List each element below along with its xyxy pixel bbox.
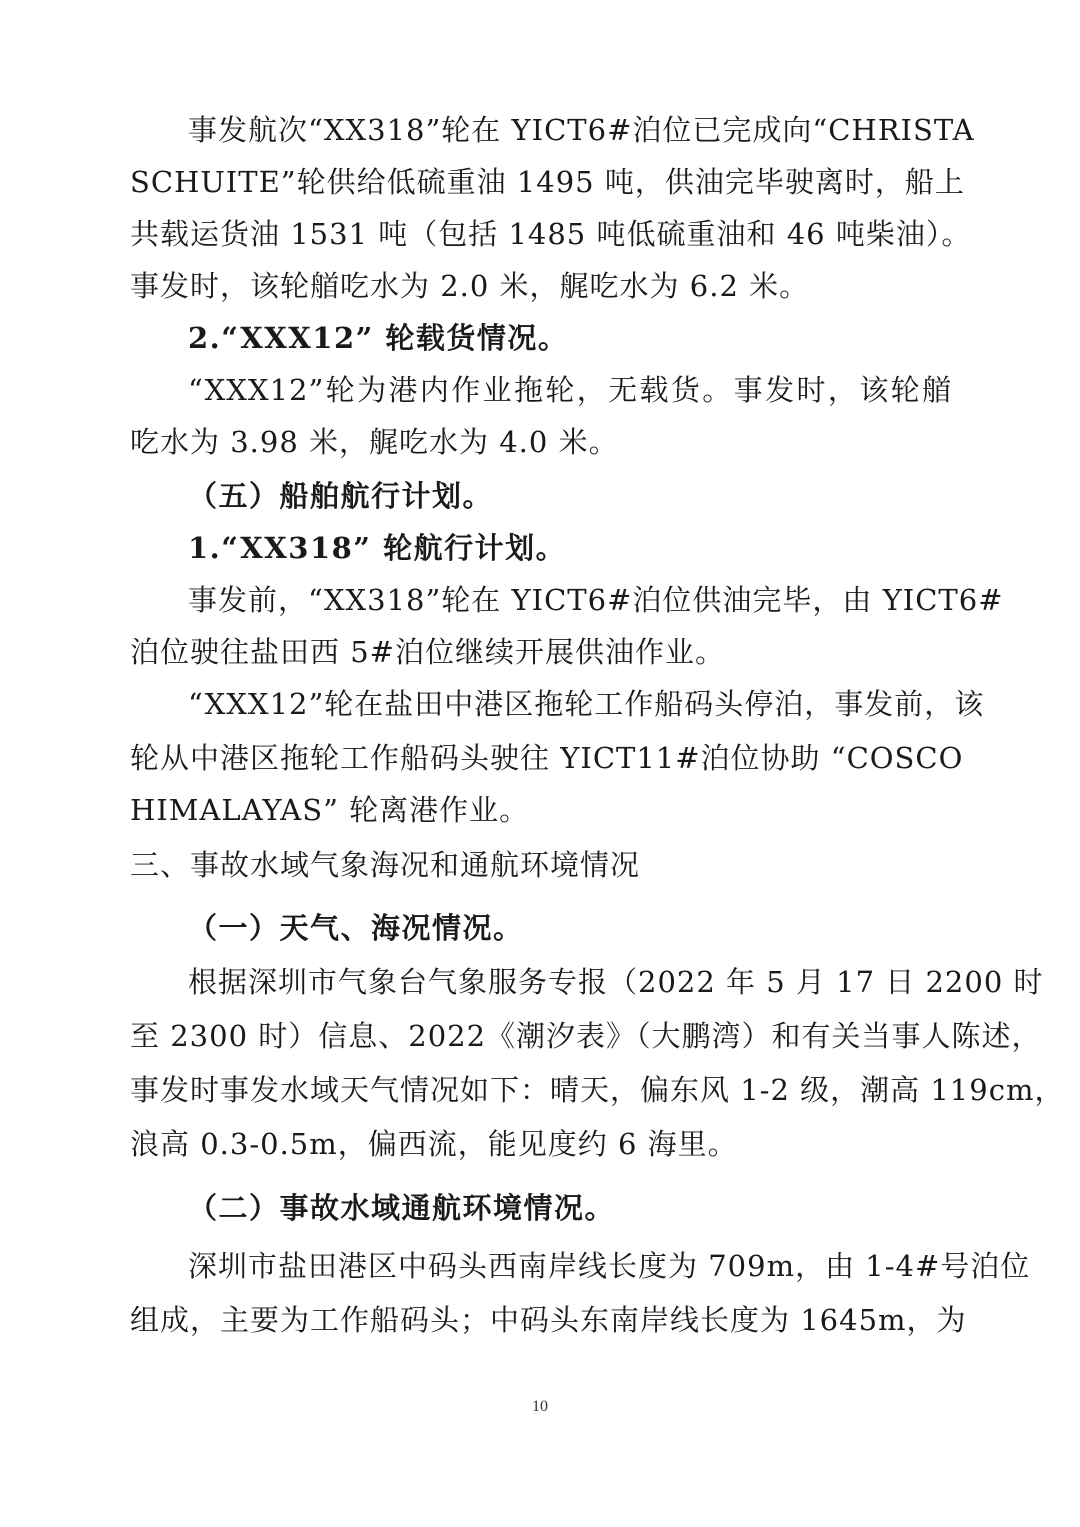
body-line: SCHUITE”轮供给低硫重油 1495 吨，供油完毕驶离时，船上 [130,165,965,199]
body-line: 事发时，该轮艏吃水为 2.0 米，艉吃水为 6.2 米。 [130,269,810,303]
body-line: 至 2300 时）信息、2022《潮汐表》（大鹏湾）和有关当事人陈述， [130,1019,1042,1053]
body-line: “XXX12”轮在盐田中港区拖轮工作船码头停泊，事发前，该 [188,687,985,721]
body-line: 轮从中港区拖轮工作船码头驶往 YICT11#泊位协助 “COSCO [130,741,964,775]
body-line: “XXX12”轮为港内作业拖轮，无载货。事发时，该轮艏 [188,373,952,407]
page-number: 10 [532,1398,548,1415]
body-line: 浪高 0.3-0.5m，偏西流，能见度约 6 海里。 [130,1127,738,1161]
chapter-heading: 三、事故水域气象海况和通航环境情况 [130,848,641,882]
section-heading: （二）事故水域通航环境情况。 [188,1191,616,1225]
body-line: 事发航次“XX318”轮在 YICT6#泊位已完成向“CHRISTA [188,113,975,147]
body-line: 事发时事发水域天气情况如下：晴天，偏东风 1-2 级，潮高 119cm， [130,1073,1065,1107]
body-line: 深圳市盐田港区中码头西南岸线长度为 709m，由 1-4#号泊位 [188,1249,1031,1283]
body-line: 吃水为 3.98 米，艉吃水为 4.0 米。 [130,425,619,459]
body-line: 组成，主要为工作船码头；中码头东南岸线长度为 1645m，为 [130,1303,967,1337]
section-heading: （一）天气、海况情况。 [188,911,524,945]
body-line: 共载运货油 1531 吨（包括 1485 吨低硫重油和 46 吨柴油）。 [130,217,972,251]
body-line: HIMALAYAS” 轮离港作业。 [130,793,530,827]
body-line: 泊位驶往盐田西 5#泊位继续开展供油作业。 [130,635,725,669]
section-heading: 1.“XX318” 轮航行计划。 [188,531,567,565]
section-heading: 2.“XXX12” 轮载货情况。 [188,321,569,355]
body-line: 根据深圳市气象台气象服务专报（2022 年 5 月 17 日 2200 时 [188,965,1044,999]
section-heading: （五）船舶航行计划。 [188,479,494,513]
body-line: 事发前，“XX318”轮在 YICT6#泊位供油完毕，由 YICT6# [188,583,1004,617]
